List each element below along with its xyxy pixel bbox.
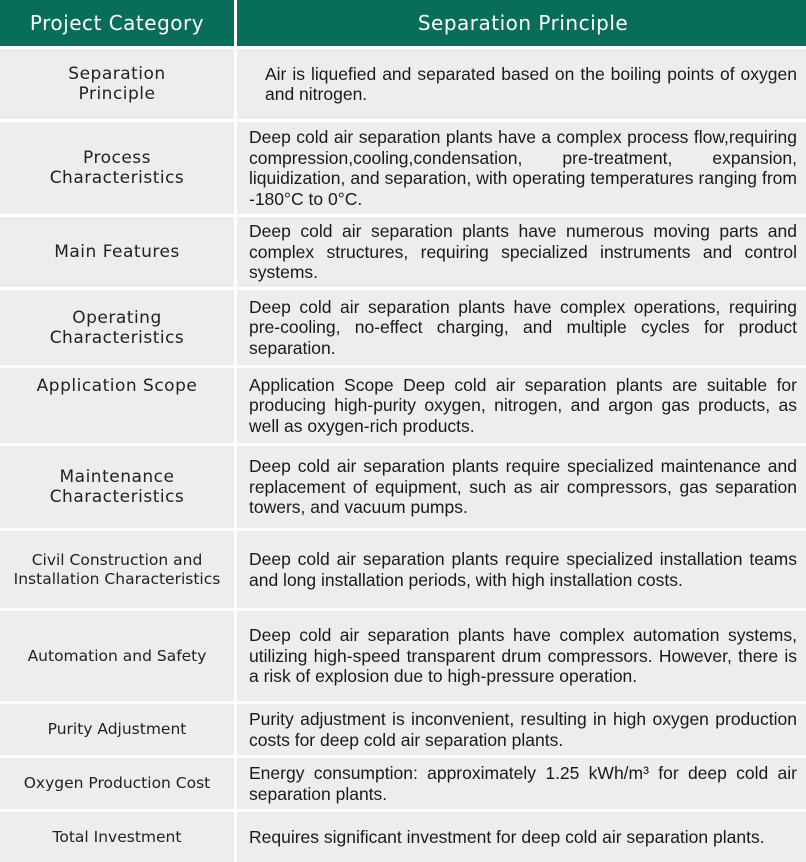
description-cell: Air is liquefied and separated based on the boiling points of oxygen and nitrogen. [237, 49, 806, 119]
category-cell: Civil Construction and Installation Characteristics [0, 531, 234, 608]
category-cell: Purity Adjustment [0, 704, 234, 755]
header-principle: Separation Principle [237, 0, 806, 46]
description-cell: Deep cold air separation plants require specialized installation teams and long installation periods, with high installation costs. [237, 531, 806, 608]
description-cell: Energy consumption: approximately 1.25 kWh/m³ for deep cold air separation plants. [237, 758, 806, 809]
description-cell: Purity adjustment is inconvenient, resulting in high oxygen production costs for deep cold air separation plants. [237, 704, 806, 755]
description-cell: Deep cold air separation plants have a complex process flow,requiring compression,cooling,condensation, pre-treatment, expansion, liquidization, and separation, with operating temperatures ranging from -180°C to 0°C. [237, 122, 806, 214]
category-cell: Maintenance Characteristics [0, 446, 234, 528]
description-cell: Deep cold air separation plants have complex operations, requiring pre-cooling, no-effect charging, and multiple cycles for product separation. [237, 290, 806, 365]
category-cell: Operating Characteristics [0, 290, 234, 365]
category-cell: Application Scope [0, 368, 234, 443]
header-category: Project Category [0, 0, 234, 46]
category-cell: Total Investment [0, 812, 234, 862]
description-cell: Application Scope Deep cold air separation plants are suitable for producing high-purity oxygen, nitrogen, and argon gas products, as well as oxygen-rich products. [237, 368, 806, 443]
category-cell: Oxygen Production Cost [0, 758, 234, 809]
description-cell: Requires significant investment for deep cold air separation plants. [237, 812, 806, 862]
description-cell: Deep cold air separation plants have numerous moving parts and complex structures, requiring specialized instruments and control systems. [237, 217, 806, 287]
category-cell: Automation and Safety [0, 611, 234, 701]
description-cell: Deep cold air separation plants require specialized maintenance and replacement of equipment, such as air compressors, gas separation towers, and vacuum pumps. [237, 446, 806, 528]
description-cell: Deep cold air separation plants have complex automation systems, utilizing high-speed transparent drum compressors. However, there is a risk of explosion due to high-pressure operation. [237, 611, 806, 701]
category-cell: Separation Principle [0, 49, 234, 119]
category-cell: Main Features [0, 217, 234, 287]
category-cell: Process Characteristics [0, 122, 234, 214]
